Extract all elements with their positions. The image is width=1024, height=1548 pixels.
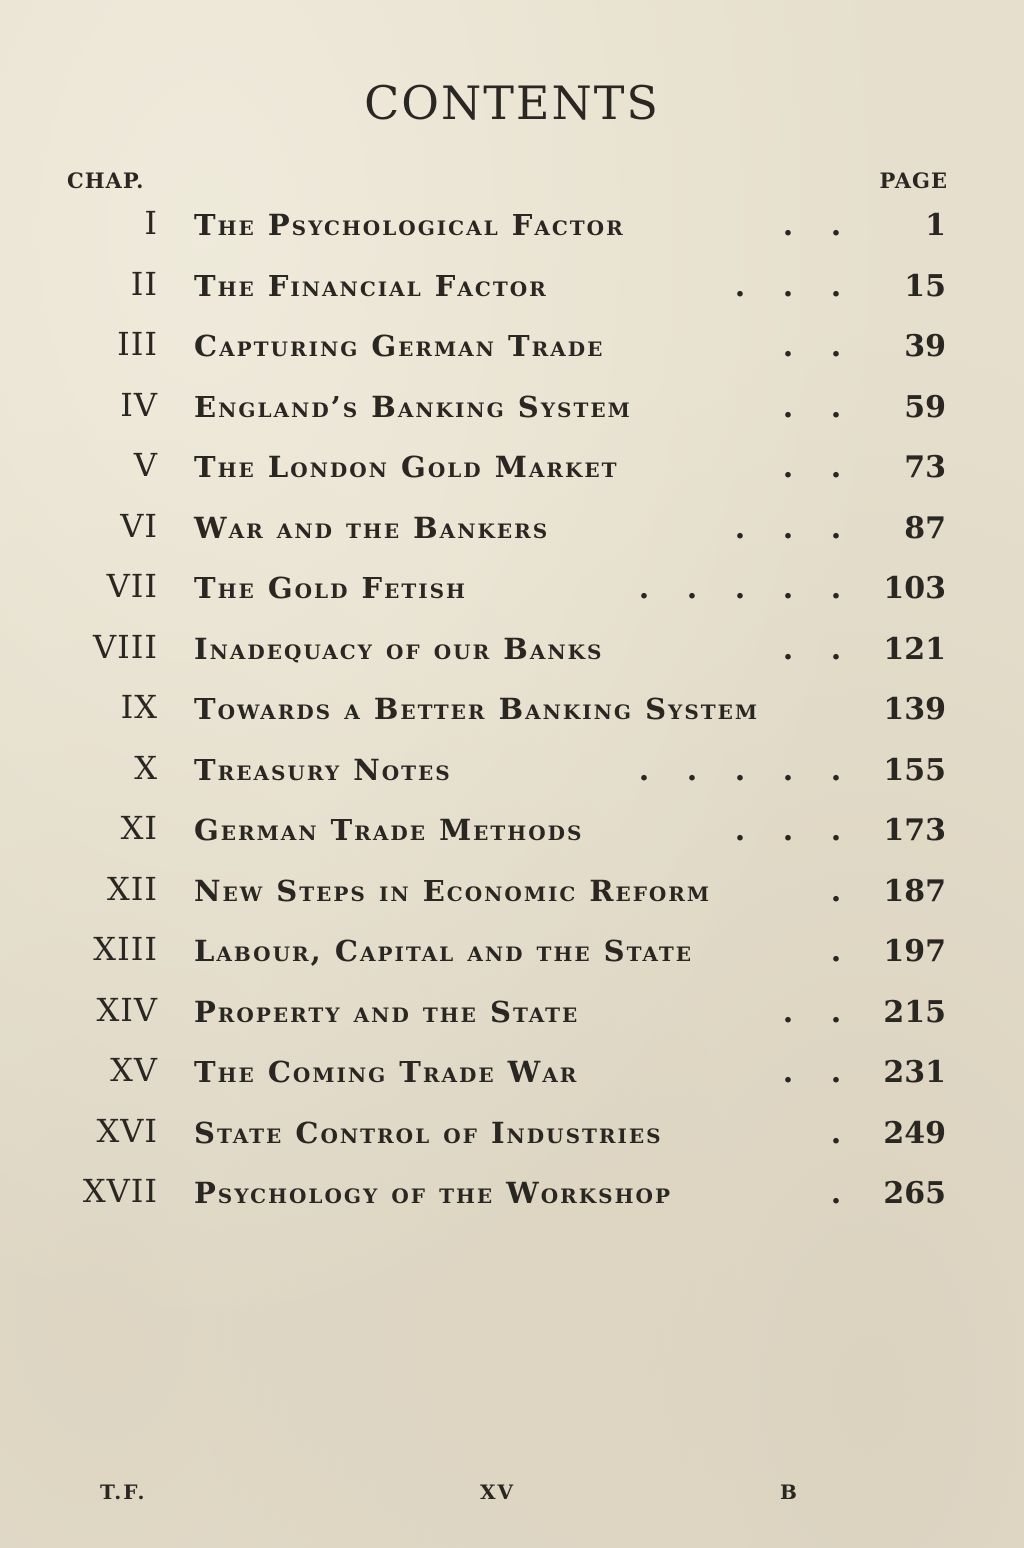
page-column-header: PAGE bbox=[879, 168, 948, 193]
page-number: 103 bbox=[883, 571, 946, 606]
chapter-title: State Control of Industries bbox=[194, 1115, 663, 1150]
dot-leaders: . . bbox=[782, 329, 842, 363]
chapter-title: New Steps in Economic Reform bbox=[194, 873, 712, 908]
dot-leaders: . bbox=[830, 873, 842, 908]
page-title: CONTENTS bbox=[364, 76, 660, 130]
dot-leaders: . . bbox=[782, 450, 842, 484]
chapter-number: I bbox=[144, 204, 158, 242]
toc-entry bbox=[0, 561, 1024, 622]
toc-entry bbox=[0, 501, 1024, 562]
page-number: 197 bbox=[883, 934, 946, 969]
chapter-number: XVII bbox=[82, 1172, 158, 1210]
footer-page-number: XV bbox=[480, 1480, 516, 1504]
toc-entry bbox=[0, 682, 1024, 743]
dot-leaders: . . . bbox=[734, 813, 842, 847]
page-number: 249 bbox=[883, 1115, 946, 1151]
dot-leaders: . . bbox=[782, 389, 842, 424]
chapter-title: Inadequacy of our Banks bbox=[194, 631, 604, 666]
chapter-title: The Psychological Factor bbox=[194, 208, 625, 242]
page-number: 155 bbox=[883, 752, 946, 788]
chapter-number: II bbox=[130, 264, 158, 303]
toc-entry bbox=[0, 1106, 1024, 1167]
toc-entry bbox=[0, 198, 1024, 259]
chapter-title: The London Gold Market bbox=[194, 450, 619, 484]
dot-leaders: . bbox=[830, 1176, 842, 1210]
chapter-title: German Trade Methods bbox=[194, 813, 584, 847]
dot-leaders: . . bbox=[782, 631, 842, 666]
dot-leaders: . bbox=[830, 934, 842, 968]
chapter-number: IV bbox=[120, 385, 158, 424]
page-number: 73 bbox=[904, 450, 946, 485]
chapter-number: VI bbox=[120, 506, 158, 545]
toc-entry bbox=[0, 924, 1024, 985]
chapter-title: Capturing German Trade bbox=[194, 329, 605, 363]
toc-entry bbox=[0, 440, 1024, 501]
dot-leaders: . bbox=[830, 1115, 842, 1150]
dot-leaders: . . . bbox=[734, 510, 842, 545]
chapter-number: IX bbox=[120, 688, 158, 726]
dot-leaders: . . . bbox=[734, 268, 842, 303]
page-number: 215 bbox=[883, 994, 946, 1030]
page-number: 1 bbox=[925, 208, 946, 243]
page-number: 87 bbox=[904, 510, 946, 546]
chapter-title: Property and the State bbox=[194, 994, 580, 1029]
toc-entry bbox=[0, 1045, 1024, 1106]
chapter-number: X bbox=[134, 748, 158, 787]
toc-entry bbox=[0, 259, 1024, 320]
toc-entry bbox=[0, 803, 1024, 864]
chapter-number: VIII bbox=[92, 627, 158, 666]
dot-leaders: . . bbox=[782, 994, 842, 1029]
chapter-number: XIV bbox=[96, 990, 158, 1029]
chapter-title: The Financial Factor bbox=[194, 268, 548, 303]
chapter-number: XI bbox=[120, 809, 158, 847]
chapter-title: Treasury Notes bbox=[194, 752, 452, 787]
footer-signature-left: T.F. bbox=[100, 1480, 147, 1504]
chapter-title: Labour, Capital and the State bbox=[194, 934, 693, 968]
chapter-number: XII bbox=[106, 869, 158, 908]
toc-entry bbox=[0, 380, 1024, 441]
toc-entry bbox=[0, 319, 1024, 380]
chapter-number: XV bbox=[110, 1051, 158, 1089]
footer-signature-mark: B bbox=[780, 1480, 799, 1504]
chapter-column-header: CHAP. bbox=[67, 168, 145, 193]
page-number: 231 bbox=[883, 1055, 946, 1090]
table-of-contents bbox=[0, 198, 1024, 1227]
toc-entry bbox=[0, 1166, 1024, 1227]
chapter-number: XIII bbox=[93, 930, 158, 968]
page-number: 173 bbox=[883, 813, 946, 848]
page-number: 139 bbox=[883, 692, 946, 727]
page-number: 39 bbox=[904, 329, 946, 364]
dot-leaders: . . . . . bbox=[638, 752, 842, 787]
chapter-title: The Coming Trade War bbox=[194, 1055, 579, 1089]
page-number: 187 bbox=[883, 873, 946, 909]
page-number: 121 bbox=[883, 631, 946, 667]
chapter-title: Towards a Better Banking System bbox=[194, 692, 760, 726]
chapter-title: Psychology of the Workshop bbox=[194, 1176, 672, 1210]
toc-entry bbox=[0, 622, 1024, 683]
toc-entry bbox=[0, 985, 1024, 1046]
chapter-title: War and the Bankers bbox=[194, 510, 550, 545]
dot-leaders: . . . . . bbox=[638, 571, 842, 605]
chapter-number: XVI bbox=[96, 1111, 158, 1150]
page-number: 15 bbox=[904, 268, 946, 304]
chapter-title: The Gold Fetish bbox=[194, 571, 467, 605]
toc-entry bbox=[0, 743, 1024, 804]
page-number: 265 bbox=[883, 1176, 946, 1211]
page-number: 59 bbox=[904, 389, 946, 425]
chapter-number: III bbox=[117, 325, 158, 363]
chapter-number: VII bbox=[106, 567, 158, 605]
toc-entry bbox=[0, 864, 1024, 925]
chapter-number: V bbox=[133, 446, 158, 484]
chapter-title: England’s Banking System bbox=[194, 389, 632, 424]
dot-leaders: . . bbox=[782, 208, 842, 242]
dot-leaders: . . bbox=[782, 1055, 842, 1089]
